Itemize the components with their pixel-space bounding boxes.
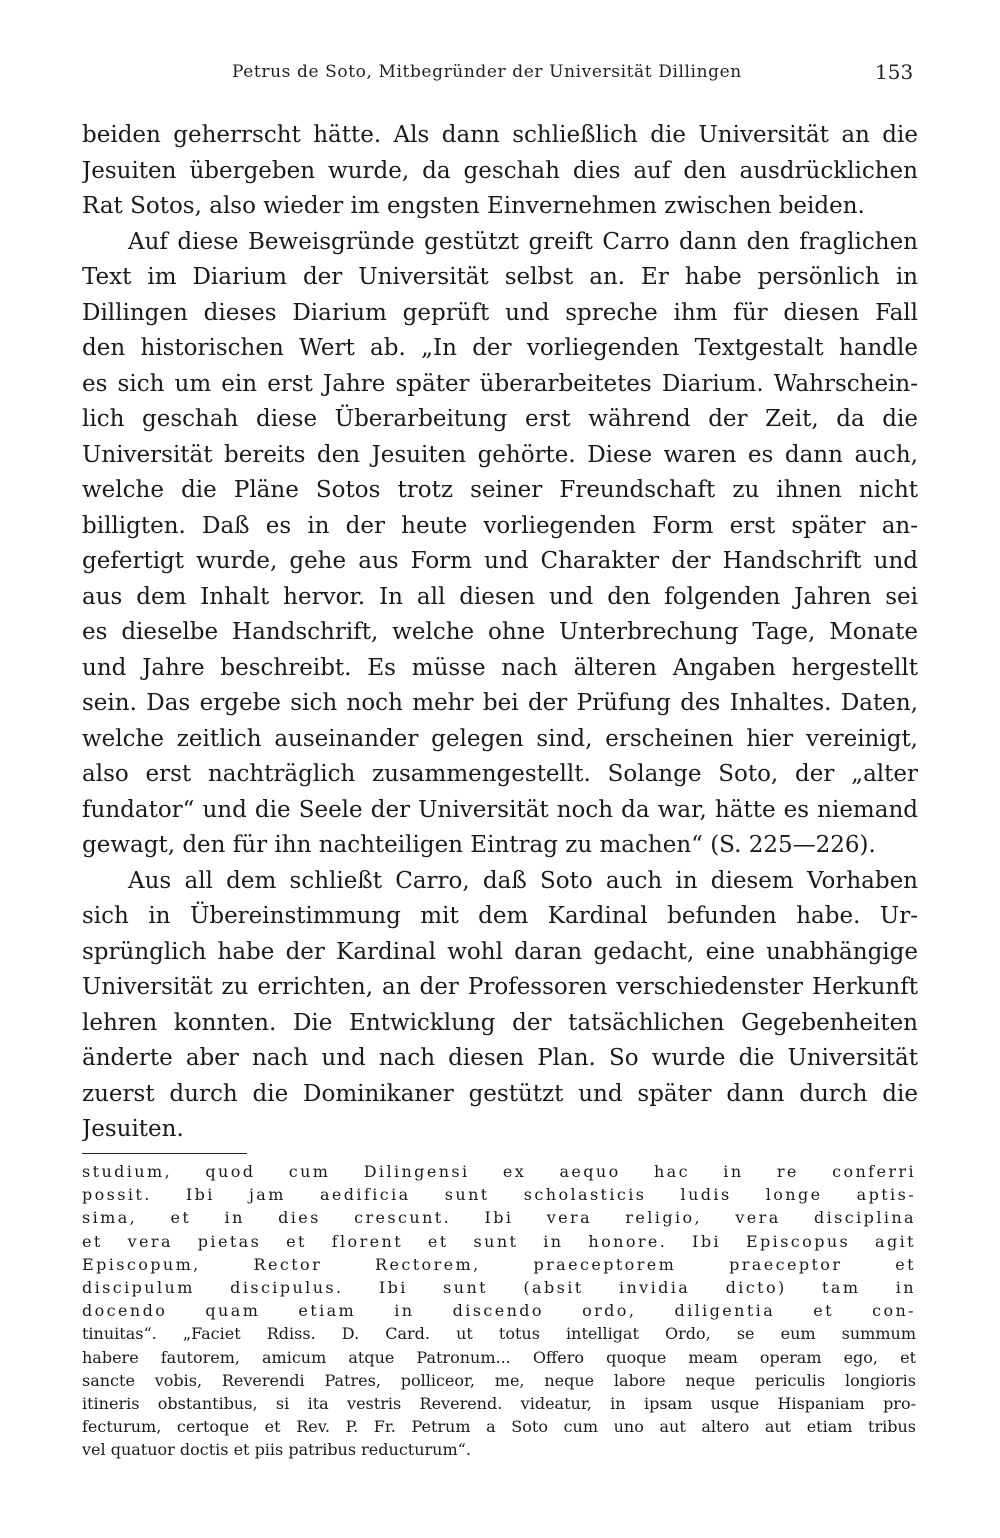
body-line: sprünglich habe der Kardinal wohl daran gedacht, eine unabhängige bbox=[82, 938, 918, 965]
page-number: 153 bbox=[875, 60, 914, 84]
body-line: fundator“ und die Seele der Universität noch da war, hätte es niemand bbox=[82, 796, 918, 823]
running-title: Petrus de Soto, Mitbegründer der Universität Dillingen bbox=[232, 62, 742, 82]
body-line: Jesuiten. bbox=[82, 1116, 184, 1142]
footnote-line: tinuitas“. „Faciet Rdiss. D. Card. ut totus intelligat Ordo, se eum summum bbox=[82, 1324, 916, 1344]
body-line: Rat Sotos, also wieder im engsten Einvernehmen zwischen beiden. bbox=[82, 193, 865, 219]
body-line: es dieselbe Handschrift, welche ohne Unterbrechung Tage, Monate bbox=[82, 619, 918, 645]
body-line: sich in Übereinstimmung mit dem Kardinal befunden habe. Ur- bbox=[82, 903, 918, 929]
footnote-divider bbox=[82, 1153, 247, 1154]
body-line: also erst nachträglich zusammengestellt. Solange Soto, der „alter bbox=[82, 761, 918, 787]
body-line: es sich um ein erst Jahre später überarbeitetes Diarium. Wahrschein- bbox=[82, 370, 918, 397]
footnote-line: fecturum, certoque et Rev. P. Fr. Petrum a Soto cum uno aut altero aut etiam tribus bbox=[82, 1417, 916, 1437]
body-line: Text im Diarium der Universität selbst an. Er habe persönlich in bbox=[82, 264, 918, 290]
body-line: Auf diese Beweisgründe gestützt greift Carro dann den fraglichen bbox=[128, 228, 918, 255]
body-line: lehren konnten. Die Entwicklung der tatsächlichen Gegebenheiten bbox=[82, 1009, 918, 1036]
body-line: Jesuiten übergeben wurde, da geschah dies auf den ausdrücklichen bbox=[82, 157, 918, 184]
body-line: aus dem Inhalt hervor. In all diesen und den folgenden Jahren sei bbox=[82, 583, 918, 610]
footnote-line: itineris obstantibus, si ita vestris Reverend. videatur, in ipsam usque Hispaniam pro- bbox=[82, 1393, 916, 1413]
footnote-line: studium, quod cum Dilingensi ex aequo hac in re conferri bbox=[82, 1162, 916, 1181]
body-line: zuerst durch die Dominikaner gestützt und später dann durch die bbox=[82, 1080, 918, 1107]
footnote-line: sima, et in dies crescunt. Ibi vera religio, vera disciplina bbox=[82, 1208, 916, 1228]
footnote-line: et vera pietas et florent et sunt in honore. Ibi Episcopus agit bbox=[82, 1231, 916, 1251]
body-text bbox=[82, 118, 918, 1148]
body-line: Aus all dem schließt Carro, daß Soto auch in diesem Vorhaben bbox=[128, 867, 918, 894]
footnote-line: sancte vobis, Reverendi Patres, polliceor, me, neque labore neque periculis longioris bbox=[82, 1370, 916, 1390]
body-line: Universität zu errichten, an der Professoren verschiedenster Herkunft bbox=[82, 974, 918, 1000]
footnote-line: Episcopum, Rector Rectorem, praeceptorem praeceptor et bbox=[82, 1254, 916, 1274]
body-line: lich geschah diese Überarbeitung erst während der Zeit, da die bbox=[82, 406, 918, 432]
body-line: welche zeitlich auseinander gelegen sind, erscheinen hier vereinigt, bbox=[82, 725, 918, 752]
footnote-line: habere fautorem, amicum atque Patronum... Offero quoque meam operam ego, et bbox=[82, 1347, 916, 1367]
body-line: billigten. Daß es in der heute vorliegenden Form erst später an- bbox=[82, 512, 918, 539]
body-line: Universität bereits den Jesuiten gehörte. Diese waren es dann auch, bbox=[82, 441, 918, 468]
body-line: gewagt, den für ihn nachteiligen Eintrag zu machen“ (S. 225—226). bbox=[82, 832, 876, 858]
body-line: den historischen Wert ab. „In der vorliegenden Textgestalt handle bbox=[82, 335, 918, 361]
body-line: und Jahre beschreibt. Es müsse nach älteren Angaben hergestellt bbox=[82, 654, 918, 681]
body-line: änderte aber nach und nach diesen Plan. So wurde die Universität bbox=[82, 1045, 918, 1071]
body-line: beiden geherrscht hätte. Als dann schließlich die Universität an die bbox=[82, 122, 918, 148]
body-line: welche die Pläne Sotos trotz seiner Freundschaft zu ihnen nicht bbox=[82, 477, 918, 503]
footnote-line: possit. Ibi jam aedificia sunt scholasticis ludis longe aptis- bbox=[82, 1185, 916, 1205]
body-line: Dillingen dieses Diarium geprüft und spreche ihm für diesen Fall bbox=[82, 299, 918, 326]
footnote-line: discipulum discipulus. Ibi sunt (absit invidia dicto) tam in bbox=[82, 1277, 916, 1297]
body-line: sein. Das ergebe sich noch mehr bei der Prüfung des Inhaltes. Daten, bbox=[82, 690, 918, 716]
body-line: gefertigt wurde, gehe aus Form und Charakter der Handschrift und bbox=[82, 548, 918, 574]
footnote-line: vel quatuor doctis et piis patribus reducturum“. bbox=[82, 1440, 471, 1460]
footnote bbox=[82, 1160, 916, 1461]
footnote-line: docendo quam etiam in discendo ordo, diligentia et con- bbox=[82, 1301, 916, 1321]
